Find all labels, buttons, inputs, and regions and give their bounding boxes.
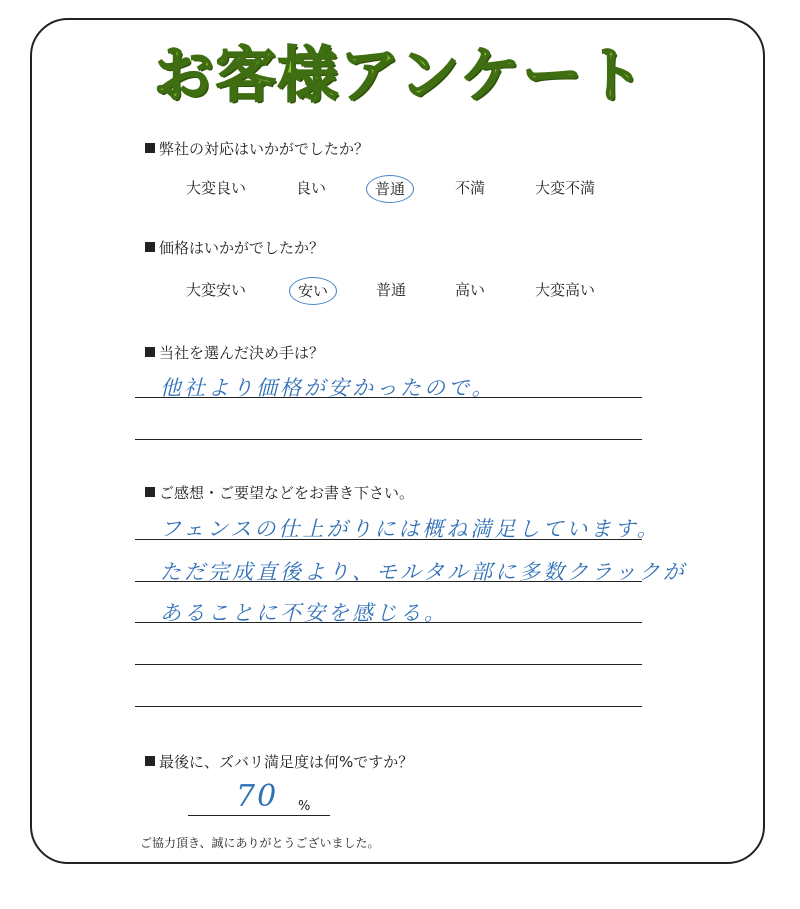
- price-option[interactable]: 高い: [454, 281, 486, 299]
- question-service: [145, 138, 369, 159]
- service-option[interactable]: 大変良い: [185, 179, 247, 197]
- answer-line: [135, 622, 642, 623]
- question-reason-label: 当社を選んだ決め手は？: [159, 344, 325, 362]
- answer-line: [135, 439, 642, 440]
- service-option[interactable]: 不満: [454, 179, 486, 197]
- comment-answer-line-3[interactable]: あることに不安を感じる。: [160, 601, 448, 625]
- question-comments-label: ご感想・ご要望などをお書き下さい。: [159, 484, 415, 502]
- price-option[interactable]: 普通: [375, 281, 407, 299]
- price-option[interactable]: 大変高い: [534, 281, 596, 299]
- price-options: [0, 277, 800, 307]
- question-satisfaction-label: 最後に、ズバリ満足度は何%ですか？: [159, 753, 414, 771]
- satisfaction-unit: %: [298, 799, 311, 814]
- question-reason: [145, 342, 324, 363]
- bullet-square-icon: [145, 143, 155, 153]
- service-option-selected[interactable]: 普通: [366, 175, 414, 203]
- comment-answer-line-1[interactable]: フェンスの仕上がりには概ね満足しています。: [160, 517, 661, 541]
- comment-answer-line-2[interactable]: ただ完成直後より、モルタル部に多数クラックが: [160, 560, 687, 584]
- satisfaction-line: [188, 815, 330, 816]
- satisfaction-value[interactable]: 70: [236, 779, 279, 814]
- bullet-square-icon: [145, 347, 155, 357]
- service-option[interactable]: 良い: [295, 179, 327, 197]
- answer-line: [135, 706, 642, 707]
- price-option-selected[interactable]: 安い: [289, 277, 337, 305]
- answer-line: [135, 664, 642, 665]
- service-option[interactable]: 大変不満: [534, 179, 596, 197]
- answer-line: [135, 397, 642, 398]
- price-option[interactable]: 大変安い: [185, 281, 247, 299]
- service-options: [0, 175, 800, 205]
- question-price: [145, 237, 324, 258]
- question-service-label: 弊社の対応はいかがでしたか？: [159, 140, 370, 158]
- bullet-square-icon: [145, 487, 155, 497]
- thanks-message: ご協力頂き、誠にありがとうございました。: [140, 836, 380, 850]
- survey-title: お客様アンケート: [153, 41, 647, 111]
- survey-form-frame: [30, 18, 765, 864]
- question-price-label: 価格はいかがでしたか？: [159, 239, 325, 257]
- answer-line: [135, 539, 642, 540]
- answer-line: [135, 581, 642, 582]
- question-comments: [145, 482, 414, 503]
- bullet-square-icon: [145, 242, 155, 252]
- reason-answer[interactable]: 他社より価格が安かったので。: [160, 376, 496, 400]
- bullet-square-icon: [145, 756, 155, 766]
- question-satisfaction: [145, 751, 413, 772]
